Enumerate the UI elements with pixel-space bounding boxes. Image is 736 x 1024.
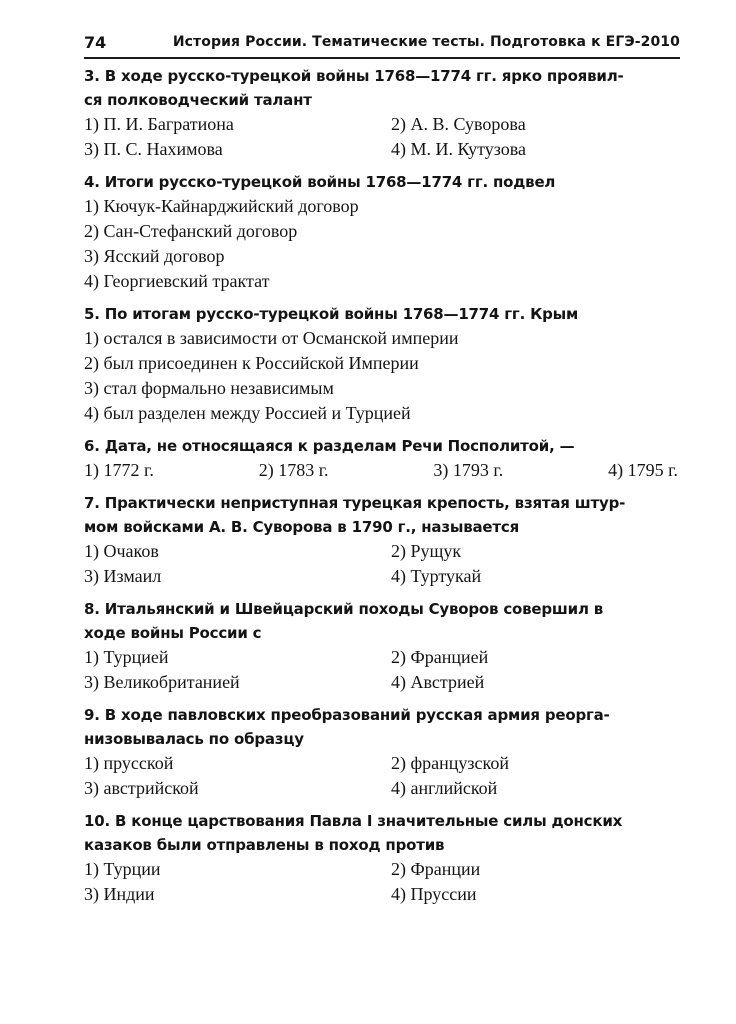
answer-options: [84, 857, 680, 907]
answer-option: 2) Францией: [391, 647, 489, 667]
answer-option: 3) Ясский договор: [84, 246, 225, 266]
question-list: [84, 64, 680, 907]
question-text-line: 8. Итальянский и Швейцарский походы Суворов совершил в: [84, 600, 604, 618]
question-8: [84, 597, 680, 695]
answer-option: 4) 1795 г.: [608, 460, 678, 480]
answer-option: 4) английской: [391, 778, 498, 798]
answer-option: 4) Пруссии: [391, 884, 477, 904]
question-text-line: низовывалась по образцу: [84, 730, 304, 748]
page-header: [84, 31, 680, 59]
answer-option: 2) Сан-Стефанский договор: [84, 221, 298, 241]
answer-option: 3) стал формально независимым: [84, 378, 334, 398]
running-title: История России. Тематические тесты. Подготовка к ЕГЭ-2010: [172, 34, 680, 50]
answer-option: 2) был присоединен к Российской Империи: [84, 353, 419, 373]
answer-options: [84, 194, 680, 294]
question-text: [84, 809, 680, 857]
question-text: [84, 491, 680, 539]
answer-option: 1) П. И. Багратиона: [84, 114, 234, 134]
answer-options: [84, 539, 680, 589]
question-text-line: 6. Дата, не относящаяся к разделам Речи Посполитой, —: [84, 437, 575, 455]
question-text-line: 4. Итоги русско-турецкой войны 1768—1774 гг. подвел: [84, 173, 556, 191]
answer-option: 1) Турции: [84, 859, 161, 879]
answer-options: [84, 458, 680, 483]
answer-options: [84, 326, 680, 426]
question-7: [84, 491, 680, 589]
answer-option: 1) Турцией: [84, 647, 169, 667]
question-text-line: казаков были отправлены в поход против: [84, 836, 445, 854]
question-text: [84, 703, 680, 751]
answer-option: 3) П. С. Нахимова: [84, 139, 223, 159]
question-text: [84, 597, 680, 645]
answer-option: 4) Георгиевский трактат: [84, 271, 270, 291]
question-9: [84, 703, 680, 801]
question-text-line: 9. В ходе павловских преобразований русская армия реорга-: [84, 706, 610, 724]
answer-option: 1) прусской: [84, 753, 174, 773]
answer-option: 2) А. В. Суворова: [391, 114, 526, 134]
question-text-line: 3. В ходе русско-турецкой войны 1768—1774 гг. ярко проявил-: [84, 67, 624, 85]
answer-option: 3) австрийской: [84, 778, 199, 798]
answer-option: 4) Туртукай: [391, 566, 482, 586]
answer-option: 1) остался в зависимости от Османской империи: [84, 328, 459, 348]
question-text: [84, 64, 680, 112]
answer-option: 2) Франции: [391, 859, 481, 879]
question-text: [84, 302, 680, 326]
answer-options: [84, 751, 680, 801]
answer-option: 4) Австрией: [391, 672, 485, 692]
question-4: [84, 170, 680, 294]
answer-option: 3) Великобританией: [84, 672, 240, 692]
answer-option: 3) Измаил: [84, 566, 162, 586]
answer-option: 2) французской: [391, 753, 509, 773]
question-text: [84, 434, 680, 458]
answer-option: 2) Рущук: [391, 541, 462, 561]
answer-option: 4) М. И. Кутузова: [391, 139, 527, 159]
question-text: [84, 170, 680, 194]
question-text-line: 7. Практически неприступная турецкая крепость, взятая штур-: [84, 494, 626, 512]
question-text-line: ся полководческий талант: [84, 91, 312, 109]
question-10: [84, 809, 680, 907]
question-text-line: ходе войны России с: [84, 624, 262, 642]
question-text-line: мом войсками А. В. Суворова в 1790 г., называется: [84, 518, 519, 536]
question-text-line: 10. В конце царствования Павла I значительные силы донских: [84, 812, 623, 830]
answer-option: 2) 1783 г.: [258, 460, 329, 480]
answer-options: [84, 112, 680, 162]
answer-option: 4) был разделен между Россией и Турцией: [84, 403, 411, 423]
question-6: [84, 434, 680, 483]
answer-option: 1) Кючук-Кайнарджийский договор: [84, 196, 359, 216]
answer-options: [84, 645, 680, 695]
page-number: 74: [84, 33, 107, 52]
answer-option: 3) Индии: [84, 884, 155, 904]
answer-option: 1) Очаков: [84, 541, 159, 561]
question-3: [84, 64, 680, 162]
answer-option: 3) 1793 г.: [433, 460, 504, 480]
question-5: [84, 302, 680, 426]
answer-option: 1) 1772 г.: [84, 460, 154, 480]
question-text-line: 5. По итогам русско-турецкой войны 1768—1774 гг. Крым: [84, 305, 579, 323]
